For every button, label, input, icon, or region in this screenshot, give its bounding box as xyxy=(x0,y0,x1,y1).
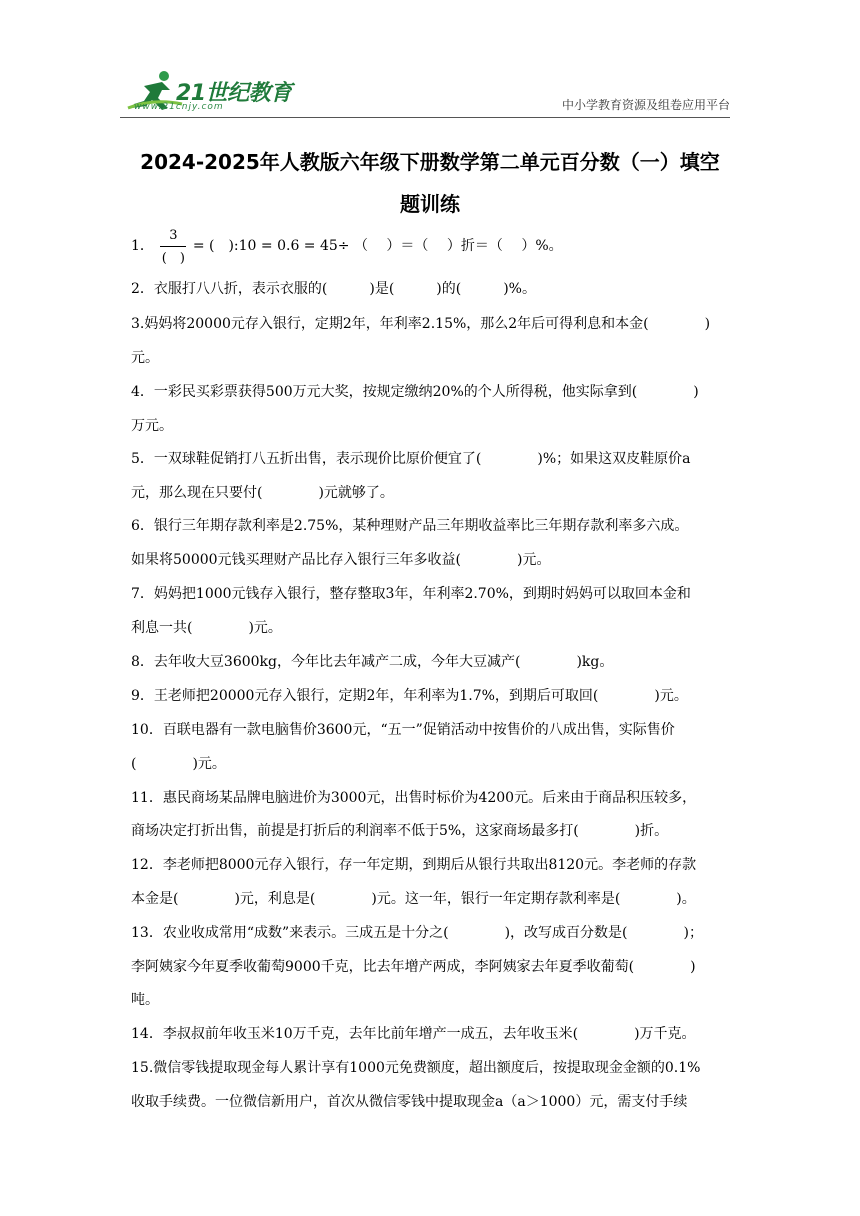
logo-url: www.21cnjy.com xyxy=(134,102,224,112)
text-line: 6．银行三年期存款利率是2.75%，某种理财产品三年期收益率比三年期存款利率多六成。 xyxy=(131,518,689,534)
fraction-numerator: 3 xyxy=(169,228,178,243)
text-line: 李阿姨家今年夏季收葡萄9000千克，比去年增产两成，李阿姨家去年夏季收葡萄( ) xyxy=(131,959,696,975)
platform-label: 中小学教育资源及组卷应用平台 xyxy=(561,98,730,112)
text-line: 2．衣服打八八折，表示衣服的( )是( )的( )%。 xyxy=(131,281,536,297)
text-line: 8．去年收大豆3600kg，今年比去年减产二成，今年大豆减产( )kg。 xyxy=(131,654,614,670)
text-line: 收取手续费。一位微信新用户，首次从微信零钱中提取现金a（a＞1000）元，需支付手续 xyxy=(131,1094,688,1110)
question-1 xyxy=(131,228,563,264)
page-title-line1: 2024-2025年人教版六年级下册数学第二单元百分数（一）填空 xyxy=(140,150,720,174)
text-line: 7．妈妈把1000元钱存入银行，整存整取3年，年利率2.70%，到期时妈妈可以取回本金和 xyxy=(131,586,691,602)
question-number: 1． xyxy=(131,238,154,254)
text-line: 吨。 xyxy=(131,992,159,1008)
logo-text: 21世纪教育 xyxy=(176,81,292,106)
text-line: 商场决定打折出售，前提是打折后的利润率不低于5%，这家商场最多打( )折。 xyxy=(131,823,669,839)
text-line: 利息一共( )元。 xyxy=(131,620,282,636)
text-line: 5．一双球鞋促销打八五折出售，表示现价比原价便宜了( )%；如果这双皮鞋原价a xyxy=(131,451,691,467)
header-divider xyxy=(120,117,730,118)
text-line: 本金是( )元，利息是( )元。这一年，银行一年定期存款利率是( )。 xyxy=(131,891,696,907)
text-line: 13．农业收成常用“成数”来表示。三成五是十分之( )，改写成百分数是( )； xyxy=(131,925,703,941)
text-line: 9．王老师把20000元存入银行，定期2年，年利率为1.7%，到期后可取回( )元。 xyxy=(131,688,688,704)
text-line: 元，那么现在只要付( )元就够了。 xyxy=(131,485,394,501)
page-title-line2: 题训练 xyxy=(400,192,460,216)
text-line: ( )元。 xyxy=(131,756,226,772)
text-line: 14．李叔叔前年收玉米10万千克，去年比前年增产一成五，去年收玉米( )万千克。 xyxy=(131,1026,696,1042)
page-header xyxy=(120,68,730,120)
text-line: 10．百联电器有一款电脑售价3600元，“五一”促销活动中按售价的八成出售，实际售价 xyxy=(131,722,675,738)
text-line: 12．李老师把8000元存入银行，存一年定期，到期后从银行共取出8120元。李老师的存款 xyxy=(131,857,697,873)
text-line: 15.微信零钱提取现金每人累计享有1000元免费额度，超出额度后，按提取现金金额的0.1% xyxy=(131,1060,701,1076)
text-line: 4．一彩民买彩票获得500万元大奖，按规定缴纳20%的个人所得税，他实际拿到( ) xyxy=(131,384,699,400)
text-line: 11．惠民商场某品牌电脑进价为3000元，出售时标价为4200元。后来由于商品积压较多， xyxy=(131,790,697,806)
question-text: = ( ):10 = 0.6 = 45÷ （ ）＝（ ）折＝（ ）%。 xyxy=(192,238,563,254)
fraction xyxy=(158,228,188,264)
text-line: 元。 xyxy=(131,350,159,366)
text-line: 万元。 xyxy=(131,418,173,434)
fraction-denominator: ( ) xyxy=(161,251,185,266)
logo xyxy=(124,68,304,116)
text-line: 3.妈妈将20000元存入银行，定期2年，年利率2.15%，那么2年后可得利息和本金( ) xyxy=(131,316,711,332)
text-line: 如果将50000元钱买理财产品比存入银行三年多收益( )元。 xyxy=(131,552,551,568)
